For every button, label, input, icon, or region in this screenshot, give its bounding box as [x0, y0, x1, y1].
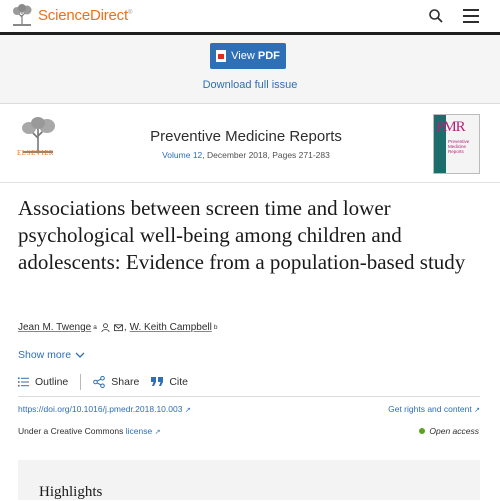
license-prefix: Under a Creative Commons	[18, 426, 126, 436]
get-rights-link[interactable]	[388, 404, 480, 414]
cite-button[interactable]	[151, 376, 188, 388]
doi-url: https://doi.org/10.1016/j.pmedr.2018.10.003	[18, 404, 183, 414]
highlights-heading: Highlights	[39, 484, 103, 500]
volume-link[interactable]: Volume 12	[162, 150, 203, 160]
share-icon	[93, 376, 105, 388]
journal-header	[0, 104, 500, 183]
author-link-twenge[interactable]: Jean M. Twenge	[18, 322, 92, 333]
person-icon[interactable]	[101, 323, 110, 332]
cover-subtitle: Preventive Medicine Reports	[448, 139, 470, 154]
cite-label: Cite	[169, 376, 188, 388]
pdf-download-area	[0, 35, 500, 104]
download-full-issue-link[interactable]: Download full issue	[202, 79, 298, 91]
open-access-label: Open access	[429, 426, 479, 436]
open-access-dot-icon	[419, 428, 425, 434]
chevron-down-icon	[75, 352, 85, 359]
external-link-icon: ↗	[154, 429, 161, 436]
email-icon[interactable]	[114, 323, 123, 332]
show-more-button[interactable]	[18, 349, 85, 361]
hamburger-menu-icon[interactable]	[463, 9, 479, 23]
view-pdf-button[interactable]	[210, 43, 286, 69]
open-access-badge	[419, 426, 479, 436]
view-pdf-label: View PDF	[231, 50, 280, 62]
cover-abbreviation: PMR	[436, 119, 465, 135]
toolbar-divider	[80, 374, 81, 390]
journal-title-link[interactable]: Preventive Medicine Reports	[150, 128, 342, 145]
share-button[interactable]	[93, 376, 139, 388]
top-navigation-bar	[0, 0, 500, 35]
journal-cover-image[interactable]	[433, 114, 480, 174]
external-link-icon: ↗	[474, 407, 480, 414]
show-more-label: Show more	[18, 349, 72, 361]
share-label: Share	[111, 376, 140, 388]
highlights-section	[18, 460, 480, 500]
outline-button[interactable]	[18, 376, 68, 388]
external-link-icon: ↗	[184, 407, 191, 414]
elsevier-wordmark: ELSEVIER	[17, 149, 55, 157]
author-affiliation-b[interactable]: b	[213, 324, 218, 331]
doi-link[interactable]	[18, 404, 191, 414]
section-divider	[18, 396, 480, 397]
article-toolbar	[18, 372, 188, 392]
outline-label: Outline	[35, 376, 69, 388]
journal-issue-info	[0, 150, 492, 160]
elsevier-tree-icon[interactable]	[9, 3, 35, 27]
pdf-file-icon	[216, 50, 226, 62]
author-list	[18, 322, 218, 333]
license-link[interactable]: license ↗	[125, 426, 161, 436]
author-link-campbell[interactable]: W. Keith Campbell	[129, 322, 212, 333]
search-icon[interactable]	[428, 8, 444, 24]
license-statement	[18, 426, 160, 436]
sciencedirect-logo[interactable]: ScienceDirect®	[38, 7, 133, 24]
list-icon	[18, 377, 29, 387]
issue-details: , December 2018, Pages 271-283	[202, 150, 330, 160]
author-affiliation-a[interactable]: a	[93, 324, 97, 331]
quote-icon	[151, 377, 163, 387]
get-rights-label: Get rights and content	[388, 404, 472, 414]
article-title: Associations between screen time and lower psychological well-being among children and adolescents: Evidence from a population-based study	[18, 196, 466, 274]
author-separator: ,	[123, 322, 127, 333]
